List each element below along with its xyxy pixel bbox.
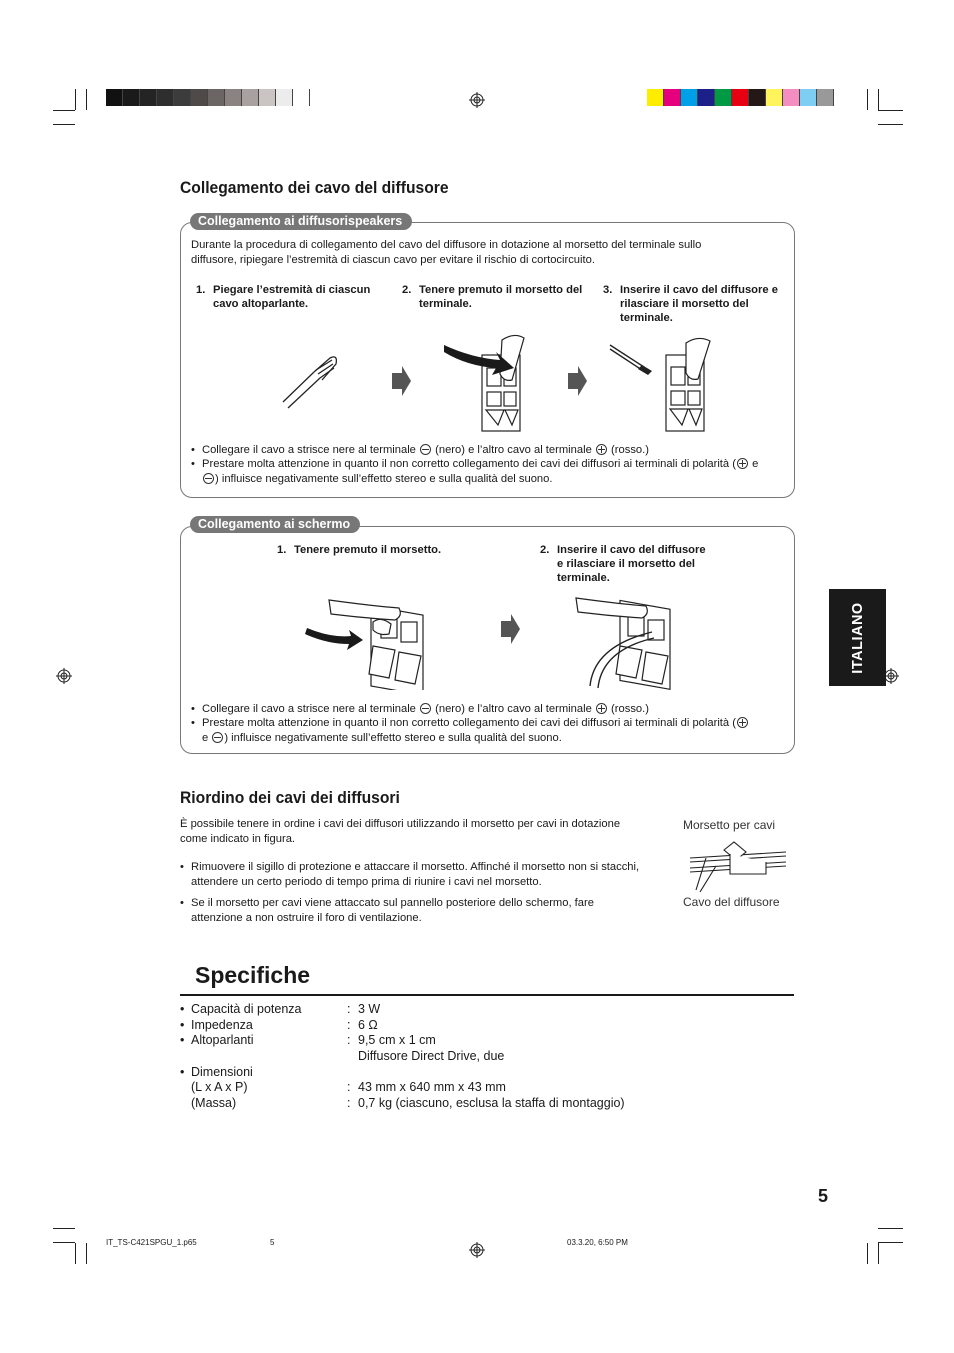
arrow-right-icon: [390, 365, 412, 397]
box-label-speakers: Collegamento ai diffusorispeakers: [190, 213, 412, 230]
minus-terminal-icon: [203, 473, 214, 484]
section-heading-speaker-cable: Collegamento dei cavo del diffusore: [180, 178, 449, 197]
step-2: 2. Tenere premuto il morsetto del terminale.: [402, 284, 583, 311]
footer-timestamp: 03.3.20, 6:50 PM: [567, 1238, 628, 1247]
language-tab: ITALIANO: [829, 589, 886, 686]
footer-file: IT_TS-C421SPGU_1.p65: [106, 1238, 197, 1247]
color-swatch: [191, 89, 208, 106]
bent-wire-illustration: [278, 350, 348, 412]
color-swatch: [208, 89, 225, 106]
section-heading-cable-tidy: Riordino dei cavi dei diffusori: [180, 788, 400, 807]
color-swatch: [106, 89, 123, 106]
color-swatch: [766, 89, 783, 106]
cable-tidy-intro: È possibile tenere in ordine i cavi dei diffusori utilizzando il morsetto per cavi in dotazione come indicato in figura.: [180, 818, 621, 845]
color-swatch: [715, 89, 732, 106]
figure-label-cable: Cavo del diffusore: [683, 895, 780, 909]
color-swatch: [783, 89, 800, 106]
color-swatch: [157, 89, 174, 106]
minus-terminal-icon: [212, 732, 223, 743]
box-label-screen: Collegamento ai schermo: [190, 516, 360, 533]
color-swatch: [647, 89, 664, 106]
minus-terminal-icon: [420, 703, 431, 714]
arrow-right-icon: [566, 365, 588, 397]
plus-terminal-icon: [737, 717, 748, 728]
plus-terminal-icon: [596, 444, 607, 455]
color-swatch: [749, 89, 766, 106]
plus-terminal-icon: [737, 458, 748, 469]
plus-terminal-icon: [596, 703, 607, 714]
color-swatch: [293, 89, 310, 106]
step-3: 3. Inserire il cavo del diffusore e rilasciare il morsetto del terminale.: [603, 284, 778, 325]
color-swatch: [242, 89, 259, 106]
insert-cable-clamp-illustration: [572, 586, 677, 690]
specs-title: Specifiche: [195, 962, 311, 988]
arrow-right-icon: [499, 613, 521, 645]
color-swatch: [140, 89, 157, 106]
press-clamp-illustration: [303, 588, 428, 690]
figure-label-clamp: Morsetto per cavi: [683, 818, 776, 832]
intro-text: Durante la procedura di collegamento del cavo del diffusore in dotazione al morsetto del terminale sullo diffusore, ripiegare l’estremità di ciascun cavo per evitare il rischio di cortocircuito.: [191, 239, 702, 266]
minus-terminal-icon: [420, 444, 431, 455]
insert-wire-illustration: [606, 335, 718, 433]
press-terminal-illustration: [442, 330, 534, 432]
color-swatch: [698, 89, 715, 106]
cmyk-color-bar: [647, 89, 834, 106]
color-swatch: [732, 89, 749, 106]
color-swatch: [123, 89, 140, 106]
page-number: 5: [818, 1186, 829, 1206]
color-swatch: [817, 89, 834, 106]
color-swatch: [225, 89, 242, 106]
color-swatch: [174, 89, 191, 106]
gray-color-bar: [106, 89, 310, 106]
color-swatch: [664, 89, 681, 106]
cable-clamp-illustration: [686, 838, 790, 896]
footer-page: 5: [270, 1238, 275, 1247]
color-swatch: [259, 89, 276, 106]
step-1: 1. Piegare l’estremità di ciascun cavo altoparlante.: [196, 284, 371, 311]
specs-rule: [180, 994, 794, 996]
screen-step-1: 1. Tenere premuto il morsetto.: [277, 544, 442, 556]
color-swatch: [800, 89, 817, 106]
color-swatch: [276, 89, 293, 106]
color-swatch: [681, 89, 698, 106]
screen-step-2: 2. Inserire il cavo del diffusore e rilasciare il morsetto del terminale.: [540, 544, 706, 585]
